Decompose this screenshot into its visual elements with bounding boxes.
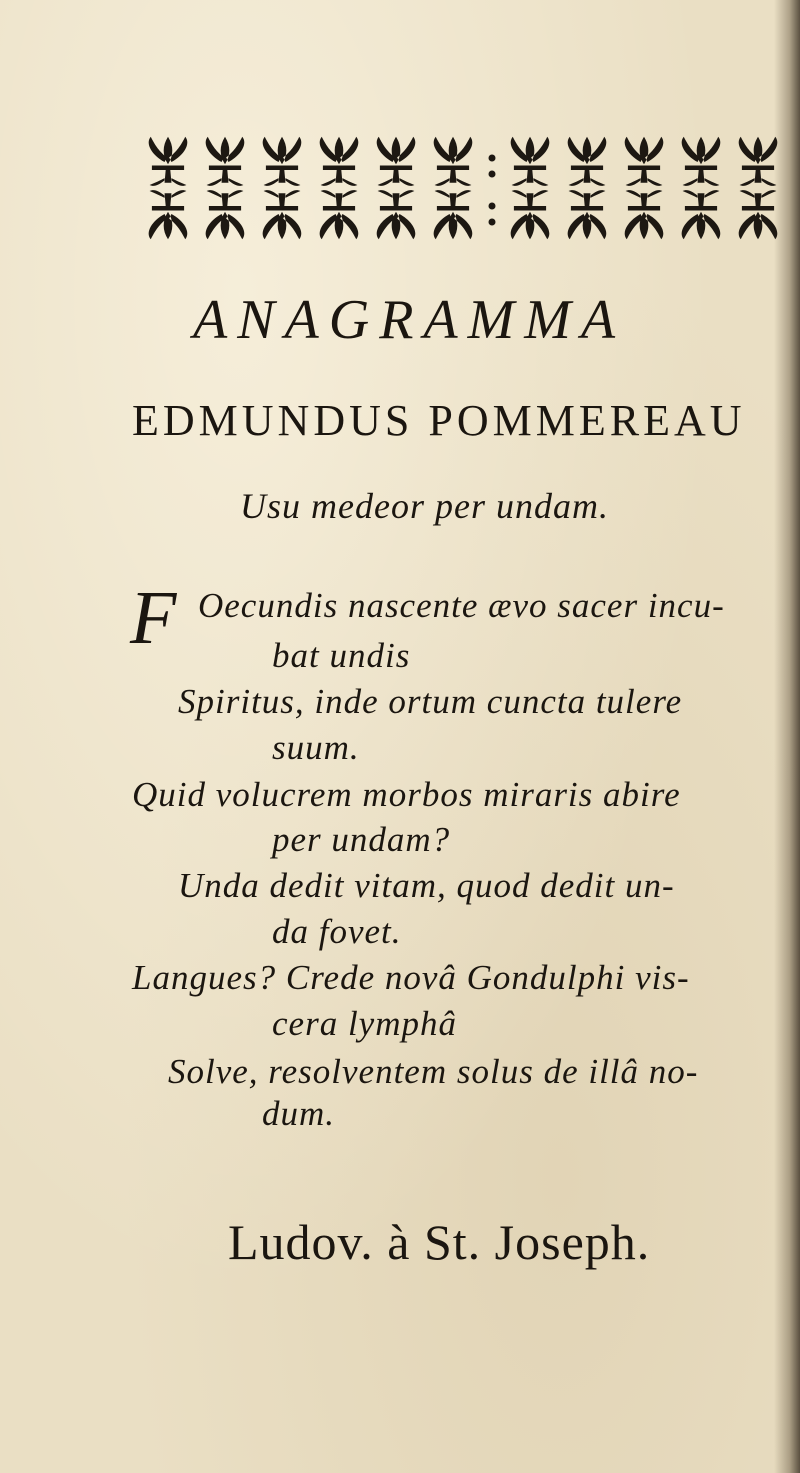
verse-line: per undam? — [272, 820, 451, 859]
verse-line: bat undis — [272, 636, 411, 675]
verse-line: Oecundis nascente ævo sacer incu- — [198, 586, 725, 625]
fleuron-ornament-icon — [140, 128, 780, 246]
drop-cap: F — [130, 576, 177, 660]
signature: Ludov. à St. Joseph. — [228, 1214, 651, 1270]
verse-line: da fovet. — [272, 912, 402, 951]
verse-line: Solve, resolventem solus de illâ no- — [168, 1052, 699, 1091]
verse-line: suum. — [272, 728, 360, 767]
verse-line: dum. — [262, 1094, 336, 1133]
verse-line: Langues? Crede novâ Gondulphi vis- — [132, 958, 690, 997]
verse-line: Quid volucrem morbos miraris abire — [132, 775, 681, 814]
fleuron-border — [140, 128, 780, 246]
verse-line: Spiritus, inde ortum cuncta tulere — [178, 682, 683, 721]
verse-line: cera lymphâ — [272, 1004, 457, 1043]
page-heading: ANAGRAMMA — [193, 289, 626, 351]
page-gutter-shadow — [774, 0, 800, 1473]
verse-line: Unda dedit vitam, quod dedit un- — [178, 866, 675, 905]
author-name: EDMUNDUS POMMEREAU — [132, 396, 746, 445]
anagram-line: Usu medeor per undam. — [240, 486, 609, 526]
